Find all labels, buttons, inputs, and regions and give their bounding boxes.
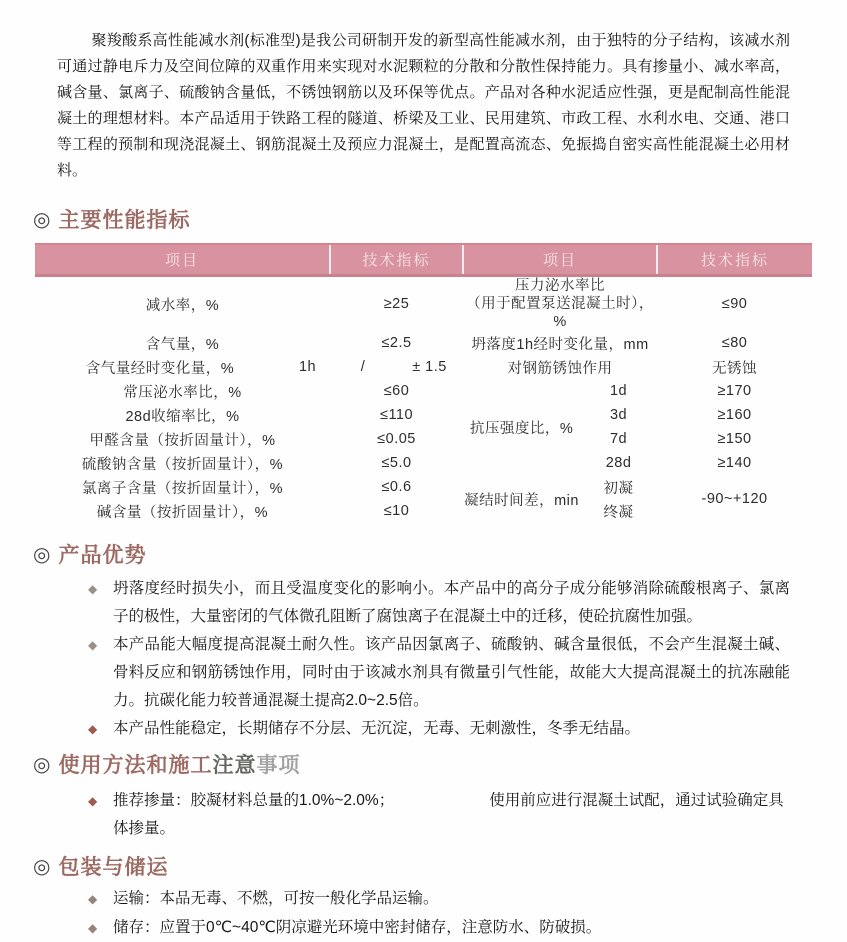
diamond-bullet-icon: ◆ (88, 794, 98, 808)
table-row (35, 379, 812, 403)
item-label: 甲醛含量（按折固量计），% (89, 432, 276, 449)
item-group-label: 抗压强度比，% (469, 420, 574, 437)
section-title-usage-part2: 注意 (212, 754, 257, 777)
table-row (35, 475, 812, 499)
table-header-item-right: 项目 (463, 244, 657, 276)
item-label: 坍落度1h经时变化量，mm (471, 336, 649, 353)
section-heading-performance (33, 204, 847, 234)
table-header-spec-right: 技术指标 (657, 244, 812, 276)
packaging-list (88, 885, 790, 942)
list-item (88, 787, 790, 843)
list-item (88, 914, 790, 942)
spec-value: ≤0.6 (381, 479, 412, 495)
item-sub-label: 终凝 (603, 504, 634, 521)
section-title-packaging: 包装与储运 (58, 856, 169, 879)
item-label: 对钢筋锈蚀作用 (507, 360, 613, 377)
table-row (35, 403, 812, 427)
section-title-advantages: 产品优势 (58, 544, 147, 567)
section-marker-icon: ◎ (33, 208, 52, 231)
spec-value: ≤10 (383, 503, 410, 519)
item-label: 常压泌水率比，% (123, 384, 242, 401)
item-label: 含气量，% (145, 336, 220, 353)
spec-value: ≥25 (383, 296, 410, 312)
document-page (0, 28, 847, 936)
diamond-bullet-icon: ◆ (88, 921, 98, 935)
spec-value: ≥160 (717, 407, 752, 423)
item-sub-label: 1d (609, 383, 628, 399)
list-item (88, 631, 790, 715)
item-label: 减水率，% (145, 297, 220, 314)
table-row (35, 331, 812, 355)
table-row (35, 355, 812, 379)
spec-value: ≤90 (721, 296, 748, 312)
section-heading-packaging (33, 851, 847, 881)
item-sub-label: 1h (298, 359, 317, 375)
spec-value: ≤80 (721, 335, 748, 351)
item-label: 含气量经时变化量，% (85, 360, 235, 377)
table-row (35, 427, 812, 451)
item-label: 硫酸钠含量（按折固量计），% (81, 456, 284, 473)
spec-value: ≥140 (717, 455, 752, 471)
item-label-line2: （用于配置泵送混凝土时），% (466, 296, 654, 330)
usage-list (88, 787, 790, 843)
spec-value: ≤60 (383, 383, 410, 399)
table-header-row (35, 244, 812, 276)
usage-text (113, 787, 790, 843)
performance-table (35, 243, 812, 523)
list-item (88, 885, 790, 913)
table-row (35, 276, 812, 332)
advantages-list (88, 575, 790, 743)
usage-dosage: 推荐掺量：胶凝材料总量的1.0%~2.0%； (113, 792, 395, 809)
spec-value: ≥170 (717, 383, 752, 399)
section-marker-icon: ◎ (33, 753, 52, 776)
item-sub-label: 3d (609, 407, 628, 423)
section-title-usage-part3: 事项 (256, 754, 301, 777)
diamond-bullet-icon: ◆ (88, 638, 98, 652)
spec-value: ≤110 (379, 407, 414, 423)
section-title-usage-part1: 使用方法和施工 (58, 754, 213, 777)
item-label (463, 276, 657, 332)
diamond-bullet-icon: ◆ (88, 582, 98, 596)
item-label: 氯离子含量（按折固量计），% (81, 480, 284, 497)
list-item (88, 575, 790, 631)
spec-value: 无锈蚀 (712, 360, 758, 377)
diamond-bullet-icon: ◆ (88, 722, 98, 736)
table-header-item-left: 项目 (35, 244, 330, 276)
item-sub-label: 初凝 (603, 480, 634, 497)
section-heading-usage (33, 749, 847, 779)
table-row (35, 451, 812, 475)
intro-paragraph: 聚羧酸系高性能减水剂(标准型)是我公司研制开发的新型高性能减水剂，由于独特的分子结构，该减水剂可通过静电斥力及空间位障的双重作用来实现对水泥颗粒的分散和分散性保持能力。具有掺量小、减水率高，碱含量、氯离子、硫酸钠含量低，不锈蚀钢筋以及环保等优点。产品对各种水泥适应性强，更是配制高性能混凝土的理想材料。本产品适用于铁路工程的隧道、桥梁及工业、民用建筑、市政工程、水利水电、交通、港口等工程的预制和现浇混凝土、钢筋混凝土及预应力混凝土，是配置高流态、免振捣自密实高性能混凝土必用材料。 (57, 32, 790, 179)
advantage-text: 坍落度经时损失小，而且受温度变化的影响小。本产品中的高分子成分能够消除硫酸根离子、氯离子的极性，大量密闭的气体微孔阻断了腐蚀离子在混凝土中的迁移，使砼抗腐性加强。 (113, 580, 790, 625)
spec-value: / (360, 359, 366, 375)
diamond-bullet-icon: ◆ (88, 892, 98, 906)
spec-value: ≤2.5 (381, 335, 412, 351)
section-marker-icon: ◎ (33, 543, 52, 566)
usage-note: 使用前应进行混凝土试配，通过试验确定具体掺量。 (113, 792, 784, 837)
list-item (88, 715, 790, 743)
advantage-text: 本产品能大幅度提高混凝土耐久性。该产品因氯离子、硫酸钠、碱含量很低，不会产生混凝土碱、骨料反应和钢筋锈蚀作用，同时由于该减水剂具有微量引气性能，故能大大提高混凝土的抗冻融能力。抗碳化能力较普通混凝土提高2.0~2.5倍。 (113, 636, 790, 709)
spec-value: ≤5.0 (381, 455, 412, 471)
section-heading-advantages (33, 539, 847, 569)
spec-value: ≤0.05 (377, 431, 416, 447)
table-header-spec-left: 技术指标 (330, 244, 463, 276)
spec-value: ± 1.5 (412, 359, 447, 375)
spec-value: ≥150 (717, 431, 752, 447)
item-sub-label: 28d (605, 455, 632, 471)
item-sub-label: 7d (609, 431, 628, 447)
section-marker-icon: ◎ (33, 855, 52, 878)
item-label-line1: 压力泌水率比 (515, 278, 606, 294)
item-label: 28d收缩率比，% (125, 408, 240, 425)
section-title-performance: 主要性能指标 (58, 209, 191, 232)
advantage-text: 本产品性能稳定，长期储存不分层、无沉淀，无毒、无刺激性，冬季无结晶。 (113, 720, 641, 737)
transport-text: 运输：本品无毒、不燃，可按一般化学品运输。 (113, 890, 439, 907)
item-label: 碱含量（按折固量计），% (96, 504, 269, 521)
item-group-label: 凝结时间差，min (464, 492, 579, 509)
spec-value: -90~+120 (701, 491, 768, 507)
storage-text: 储存：应置于0℃~40℃阴凉避光环境中密封储存，注意防水、防破损。 (113, 919, 602, 936)
